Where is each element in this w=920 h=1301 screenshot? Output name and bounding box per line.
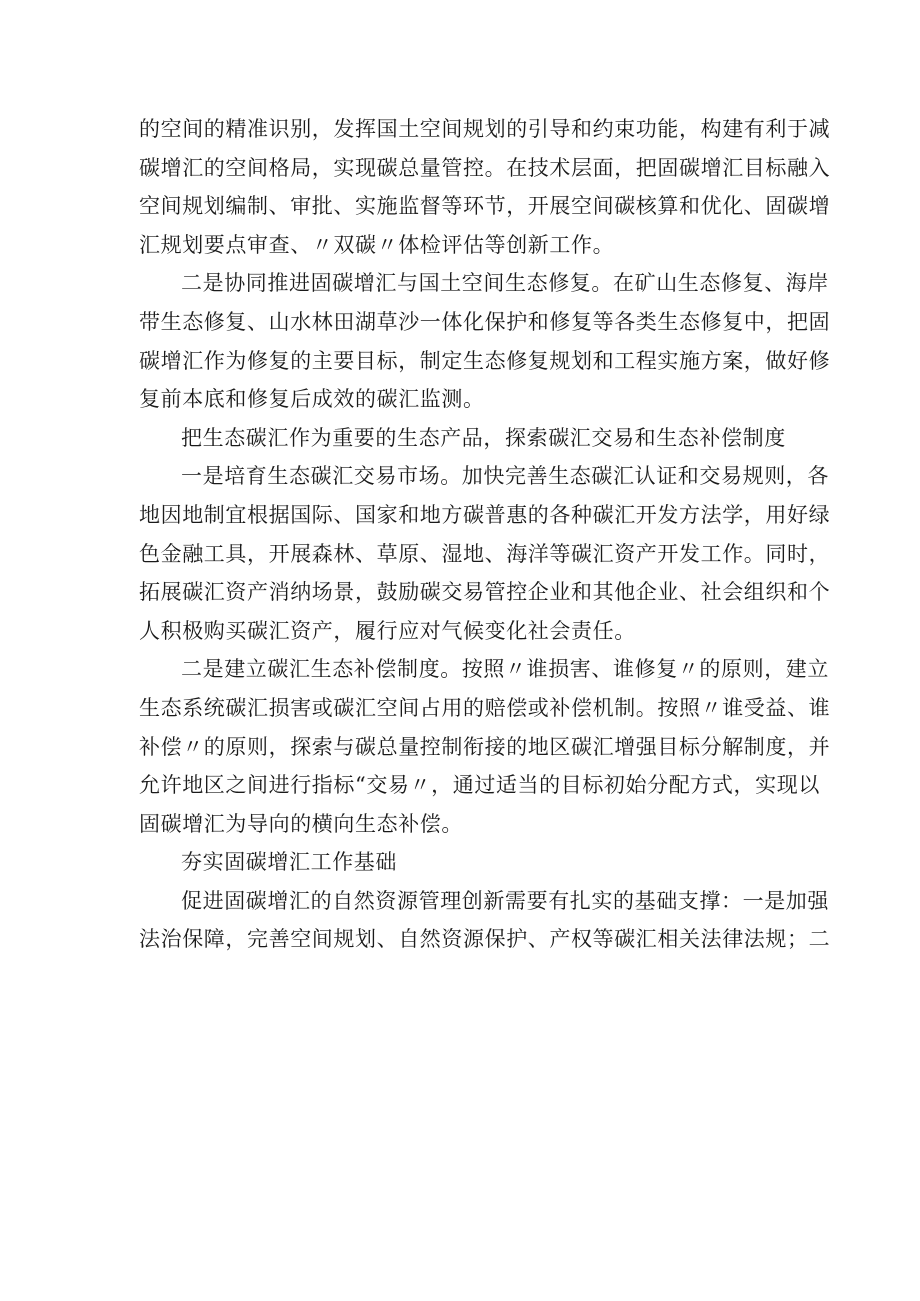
section-heading: 把生态碳汇作为重要的生态产品，探索碳汇交易和生态补偿制度 xyxy=(181,425,786,450)
text-line: 固碳增汇为导向的横向生态补偿。 xyxy=(139,811,463,836)
text-line: 汇规划要点审查、〃双碳〃体检评估等创新工作。 xyxy=(139,232,615,257)
paragraph-start-line: 促进固碳增汇的自然资源管理创新需要有扎实的基础支撑：一是加强 xyxy=(181,888,829,913)
text-line: 生态系统碳汇损害或碳汇空间占用的赔偿或补偿机制。按照〃谁受益、谁 xyxy=(139,695,831,720)
text-line: 的空间的精准识别，发挥国土空间规划的引导和约束功能，构建有利于减 xyxy=(139,117,831,141)
text-line: 补偿〃的原则，探索与碳总量控制衔接的地区碳汇增强目标分解制度，并 xyxy=(139,734,831,759)
text-line: 允许地区之间进行指标“交易〃，通过适当的目标初始分配方式，实现以 xyxy=(139,773,820,798)
text-line: 碳增汇作为修复的主要目标，制定生态修复规划和工程实施方案，做好修 xyxy=(139,348,831,373)
paragraph-start-line: 二是建立碳汇生态补偿制度。按照〃谁损害、谁修复〃的原则，建立 xyxy=(181,657,829,682)
text-line: 复前本底和修复后成效的碳汇监测。 xyxy=(139,387,485,412)
paragraph-start-line: 二是协同推进固碳增汇与国土空间生态修复。在矿山生态修复、海岸 xyxy=(181,271,829,296)
text-line: 拓展碳汇资产消纳场景，鼓励碳交易管控企业和其他企业、社会组织和个 xyxy=(139,580,831,605)
document-body xyxy=(139,110,831,959)
text-line: 空间规划编制、审批、实施监督等环节，开展空间碳核算和优化、固碳增 xyxy=(139,194,831,219)
text-line: 人积极购买碳汇资产，履行应对气候变化社会责任。 xyxy=(139,618,636,643)
text-line: 法治保障，完善空间规划、自然资源保护、产权等碳汇相关法律法规；二 xyxy=(139,927,831,952)
section-heading: 夯实固碳增汇工作基础 xyxy=(181,850,397,875)
text-line: 地因地制宜根据国际、国家和地方碳普惠的各种碳汇开发方法学，用好绿 xyxy=(139,502,831,527)
text-line: 碳增汇的空间格局，实现碳总量管控。在技术层面，把固碳增汇目标融入 xyxy=(139,155,831,180)
text-line: 色金融工具，开展森林、草原、湿地、海洋等碳汇资产开发工作。同时， xyxy=(139,541,831,566)
text-line: 带生态修复、山水林田湖草沙一体化保护和修复等各类生态修复中，把固 xyxy=(139,309,831,334)
paragraph-start-line: 一是培育生态碳汇交易市场。加快完善生态碳汇认证和交易规则，各 xyxy=(181,464,829,489)
